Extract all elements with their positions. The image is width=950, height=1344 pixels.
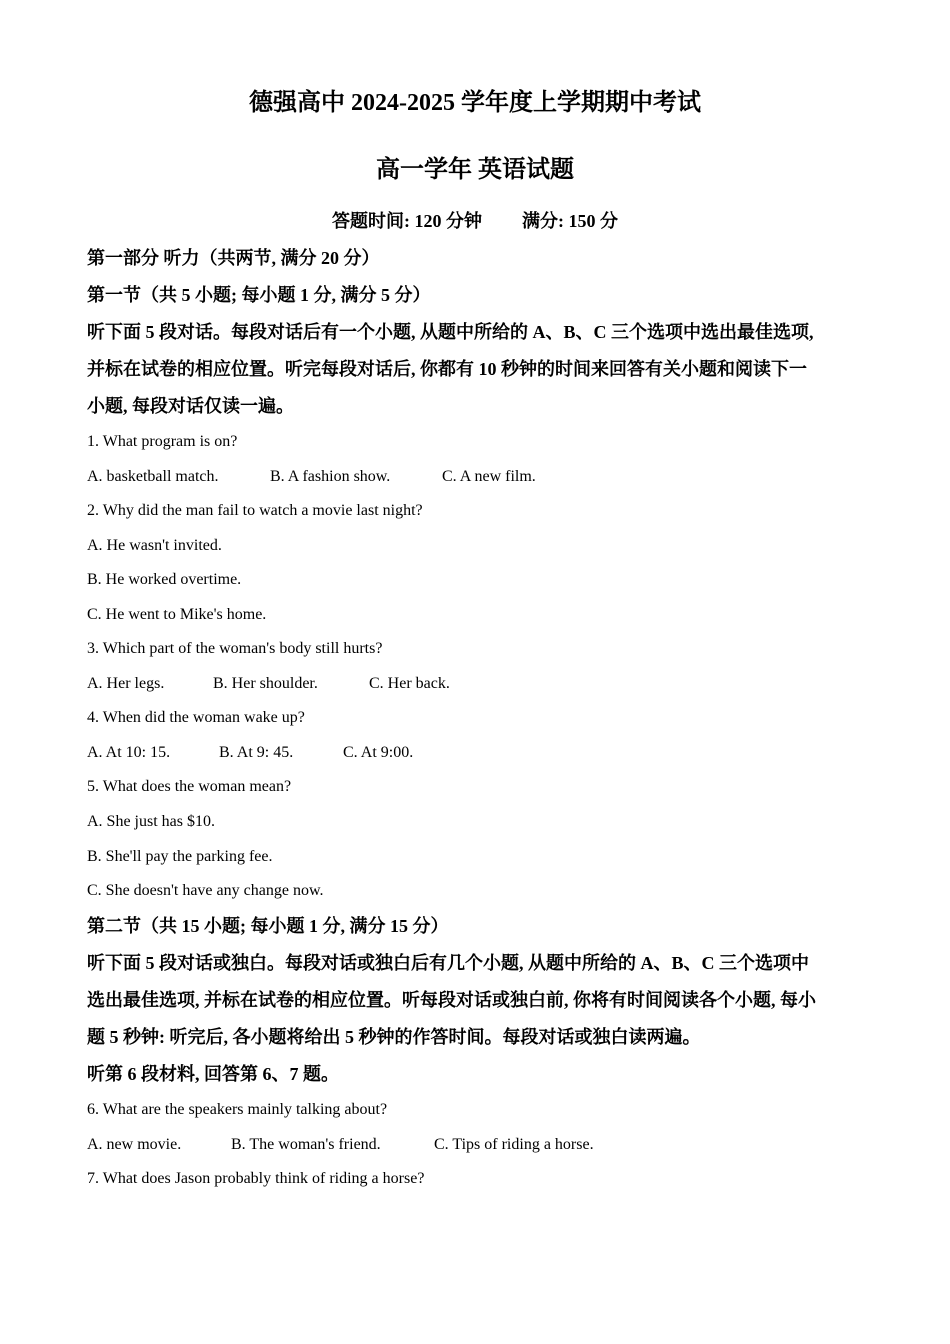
question-5: 5. What does the woman mean? [87, 778, 292, 795]
question-1: 1. What program is on? [87, 433, 238, 450]
question-6-option-c: C. Tips of riding a horse. [434, 1136, 594, 1153]
exam-meta [0, 208, 950, 234]
exam-time: 答题时间: 120 分钟 [332, 211, 482, 231]
section2-heading: 第二节（共 15 小题; 每小题 1 分, 满分 15 分） [87, 916, 449, 936]
question-5-option-a: A. She just has $10. [87, 813, 215, 830]
section1-heading: 第一节（共 5 小题; 每小题 1 分, 满分 5 分） [87, 285, 431, 305]
exam-subtitle: 高一学年 英语试题 [376, 157, 574, 183]
question-3: 3. Which part of the woman's body still hurts? [87, 640, 383, 657]
question-5-option-b: B. She'll pay the parking fee. [87, 848, 273, 865]
question-1-option-b: B. A fashion show. [270, 468, 391, 485]
section1-instructions-line3: 小题, 每段对话仅读一遍。 [87, 396, 294, 416]
question-4: 4. When did the woman wake up? [87, 709, 305, 726]
question-6-option-b: B. The woman's friend. [231, 1136, 381, 1153]
question-7: 7. What does Jason probably think of riding a horse? [87, 1170, 425, 1187]
section2-instructions-line1: 听下面 5 段对话或独白。每段对话或独白后有几个小题, 从题中所给的 A、B、C 三个选项中 [87, 953, 810, 973]
part1-heading: 第一部分 听力（共两节, 满分 20 分） [87, 248, 380, 268]
section1-instructions-line1: 听下面 5 段对话。每段对话后有一个小题, 从题中所给的 A、B、C 三个选项中选出最佳选项, [87, 322, 814, 342]
question-3-option-c: C. Her back. [369, 675, 450, 692]
material-6-heading: 听第 6 段材料, 回答第 6、7 题。 [87, 1064, 339, 1084]
question-3-option-b: B. Her shoulder. [213, 675, 318, 692]
question-2-option-b: B. He worked overtime. [87, 571, 242, 588]
section2-instructions-line2: 选出最佳选项, 并标在试卷的相应位置。听每段对话或独白前, 你将有时间阅读各个小题, 每小 [87, 990, 816, 1010]
exam-score: 满分: 150 分 [522, 211, 618, 231]
question-2-option-c: C. He went to Mike's home. [87, 606, 267, 623]
question-2-option-a: A. He wasn't invited. [87, 537, 222, 554]
question-1-option-a: A. basketball match. [87, 468, 219, 485]
exam-title: 德强高中 2024-2025 学年度上学期期中考试 [249, 90, 701, 116]
question-6-option-a: A. new movie. [87, 1136, 182, 1153]
question-4-option-b: B. At 9: 45. [219, 744, 294, 761]
question-1-option-c: C. A new film. [442, 468, 536, 485]
question-4-option-a: A. At 10: 15. [87, 744, 171, 761]
section2-instructions-line3: 题 5 秒钟: 听完后, 各小题将给出 5 秒钟的作答时间。每段对话或独白读两遍。 [87, 1027, 701, 1047]
question-2: 2. Why did the man fail to watch a movie last night? [87, 502, 423, 519]
question-3-option-a: A. Her legs. [87, 675, 165, 692]
section1-instructions-line2: 并标在试卷的相应位置。听完每段对话后, 你都有 10 秒钟的时间来回答有关小题和阅读下一 [87, 359, 807, 379]
question-6: 6. What are the speakers mainly talking about? [87, 1101, 388, 1118]
question-4-option-c: C. At 9:00. [343, 744, 414, 761]
question-5-option-c: C. She doesn't have any change now. [87, 882, 324, 899]
